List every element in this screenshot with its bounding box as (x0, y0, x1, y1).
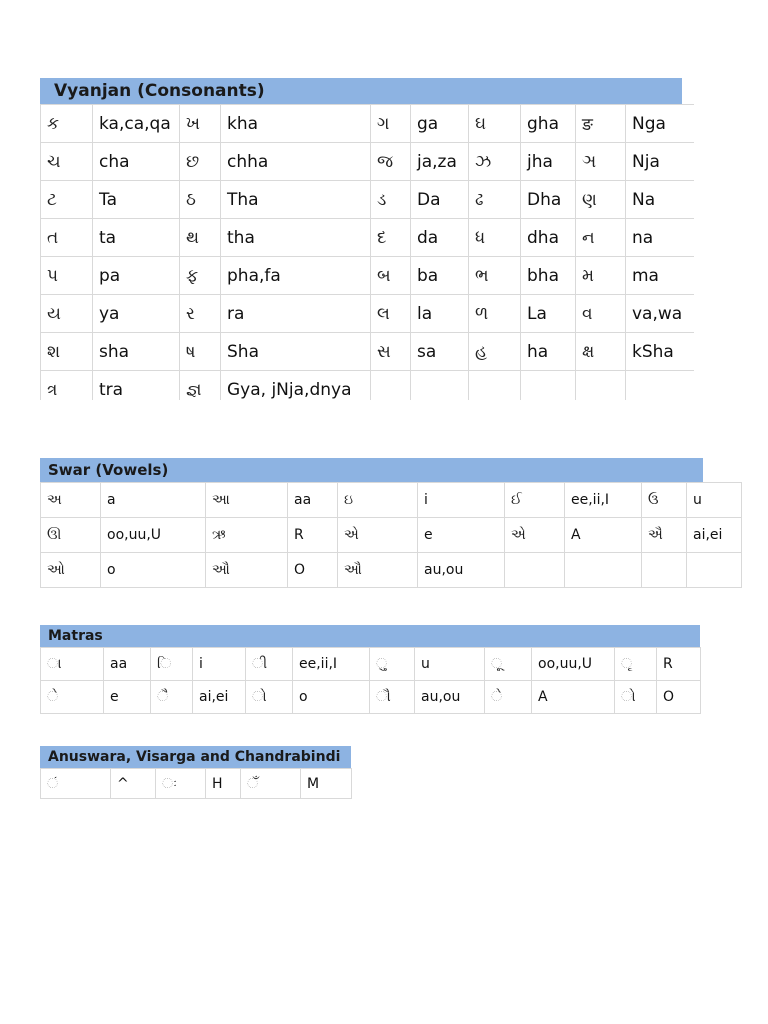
consonant-translit-cell: Nja (626, 143, 695, 181)
vowels-section (40, 458, 723, 588)
vowel-row (41, 483, 742, 518)
matras-header: Matras (40, 625, 700, 647)
consonant-letter-cell: ઘ (469, 105, 521, 143)
matra-letter-cell: ૌ (370, 681, 415, 714)
consonant-translit-cell: sha (93, 333, 180, 371)
anuswara-translit-cell: H (206, 769, 241, 799)
anuswara-letter-cell: ઃ (156, 769, 206, 799)
anuswara-table (40, 768, 352, 799)
consonant-letter-cell: લ (371, 295, 411, 333)
consonant-letter-cell: હ (469, 333, 521, 371)
consonant-letter-cell: ષ (180, 333, 221, 371)
consonant-letter-cell: જ (371, 143, 411, 181)
vowel-translit-cell: i (418, 483, 505, 518)
anuswara-translit-cell: ^ (111, 769, 156, 799)
consonant-letter-cell: ત (41, 219, 93, 257)
matra-letter-cell: ુ (370, 648, 415, 681)
consonant-letter-cell: ઝ (469, 143, 521, 181)
consonant-row (41, 143, 695, 181)
consonant-letter-cell: જ્ઞ (180, 371, 221, 401)
consonant-translit-cell: tra (93, 371, 180, 401)
matra-letter-cell: ો (615, 681, 657, 714)
consonant-translit-cell: tha (221, 219, 371, 257)
consonant-translit-cell: bha (521, 257, 576, 295)
consonants-table (40, 104, 694, 400)
consonant-letter-cell: પ (41, 257, 93, 295)
anuswara-header: Anuswara, Visarga and Chandrabindi (40, 746, 351, 768)
matras-table-body (41, 648, 701, 714)
consonant-letter-cell: બ (371, 257, 411, 295)
matra-letter-cell: ૂ (485, 648, 532, 681)
consonant-letter-cell: છ (180, 143, 221, 181)
matra-letter-cell: િ (151, 648, 193, 681)
vowel-letter-cell: ઈ (505, 483, 565, 518)
consonant-letter-cell: મ (576, 257, 626, 295)
vowel-translit-cell (687, 553, 742, 588)
matra-translit-cell: ai,ei (193, 681, 246, 714)
matra-translit-cell: e (104, 681, 151, 714)
consonant-letter-cell: ધ (469, 219, 521, 257)
consonant-letter-cell: ડ (371, 181, 411, 219)
consonant-translit-cell: kha (221, 105, 371, 143)
vowel-translit-cell: u (687, 483, 742, 518)
consonants-header: Vyanjan (Consonants) (40, 78, 682, 104)
vowel-translit-cell: a (101, 483, 206, 518)
consonant-letter-cell: ળ (469, 295, 521, 333)
matra-translit-cell: aa (104, 648, 151, 681)
matras-table (40, 647, 701, 714)
matra-translit-cell: oo,uu,U (532, 648, 615, 681)
vowel-translit-cell: oo,uu,U (101, 518, 206, 553)
consonant-letter-cell: સ (371, 333, 411, 371)
vowel-translit-cell (565, 553, 642, 588)
consonant-translit-cell: Gya, jNja,dnya (221, 371, 371, 401)
matras-section (40, 625, 700, 714)
vowel-translit-cell: au,ou (418, 553, 505, 588)
consonant-translit-cell: Tha (221, 181, 371, 219)
consonant-letter-cell: ङ (576, 105, 626, 143)
vowels-table-body (41, 483, 742, 588)
matra-row (41, 681, 701, 714)
anuswara-letter-cell: ં (41, 769, 111, 799)
consonant-letter-cell (576, 371, 626, 401)
consonant-translit-cell: pa (93, 257, 180, 295)
consonant-letter-cell: ર (180, 295, 221, 333)
consonant-translit-cell: dha (521, 219, 576, 257)
matra-letter-cell: ે (41, 681, 104, 714)
consonant-letter-cell: ઞ (576, 143, 626, 181)
matra-translit-cell: i (193, 648, 246, 681)
vowel-letter-cell: અ (41, 483, 101, 518)
vowel-translit-cell: e (418, 518, 505, 553)
consonant-row (41, 257, 695, 295)
anuswara-table-body (41, 769, 352, 799)
consonant-translit-cell: Na (626, 181, 695, 219)
consonant-letter-cell: ણ (576, 181, 626, 219)
anuswara-letter-cell: ઁ (241, 769, 301, 799)
vowel-letter-cell: ઔ (206, 553, 288, 588)
consonant-letter-cell: ક (41, 105, 93, 143)
consonant-translit-cell: ba (411, 257, 469, 295)
anuswara-translit-cell: M (301, 769, 352, 799)
vowel-letter-cell: ઉ (642, 483, 687, 518)
consonant-letter-cell (371, 371, 411, 401)
consonant-letter-cell: દ (371, 219, 411, 257)
matra-letter-cell: ા (41, 648, 104, 681)
vowel-letter-cell: ઓ (41, 553, 101, 588)
consonant-translit-cell: Ta (93, 181, 180, 219)
consonant-translit-cell: Sha (221, 333, 371, 371)
consonant-translit-cell (521, 371, 576, 401)
consonant-translit-cell: kSha (626, 333, 695, 371)
anuswara-row (41, 769, 352, 799)
matra-letter-cell: ી (246, 648, 293, 681)
consonant-row (41, 371, 695, 401)
consonant-letter-cell: ગ (371, 105, 411, 143)
vowel-translit-cell: ai,ei (687, 518, 742, 553)
consonants-table-body (41, 105, 695, 401)
vowel-letter-cell: ઔ (338, 553, 418, 588)
consonant-translit-cell: ra (221, 295, 371, 333)
vowel-letter-cell: ઋ (206, 518, 288, 553)
vowel-translit-cell: R (288, 518, 338, 553)
vowel-translit-cell: o (101, 553, 206, 588)
consonant-letter-cell: ફ (180, 257, 221, 295)
consonant-letter-cell: ટ (41, 181, 93, 219)
consonant-translit-cell (626, 371, 695, 401)
matra-letter-cell: ો (246, 681, 293, 714)
consonant-translit-cell: va,wa (626, 295, 695, 333)
consonant-letter-cell: થ (180, 219, 221, 257)
consonant-letter-cell: ઠ (180, 181, 221, 219)
vowel-letter-cell (642, 553, 687, 588)
matra-translit-cell: o (293, 681, 370, 714)
consonant-letter-cell (469, 371, 521, 401)
consonant-translit-cell: Dha (521, 181, 576, 219)
consonant-letter-cell: ય (41, 295, 93, 333)
consonants-table-clip (40, 104, 694, 400)
consonant-translit-cell: da (411, 219, 469, 257)
matra-translit-cell: u (415, 648, 485, 681)
consonant-letter-cell: ત્ર (41, 371, 93, 401)
matra-translit-cell: O (657, 681, 701, 714)
consonant-row (41, 295, 695, 333)
consonants-section (40, 78, 694, 400)
consonant-letter-cell: ન (576, 219, 626, 257)
consonant-translit-cell: ta (93, 219, 180, 257)
consonant-translit-cell: ja,za (411, 143, 469, 181)
consonant-translit-cell: jha (521, 143, 576, 181)
consonant-row (41, 333, 695, 371)
consonant-translit-cell (411, 371, 469, 401)
vowels-table (40, 482, 742, 588)
consonant-letter-cell: વ (576, 295, 626, 333)
consonant-translit-cell: Da (411, 181, 469, 219)
consonant-letter-cell: ઢ (469, 181, 521, 219)
consonant-letter-cell: ચ (41, 143, 93, 181)
consonant-translit-cell: chha (221, 143, 371, 181)
consonant-letter-cell: ખ (180, 105, 221, 143)
consonant-translit-cell: sa (411, 333, 469, 371)
consonant-translit-cell: na (626, 219, 695, 257)
vowel-letter-cell (505, 553, 565, 588)
vowel-translit-cell: A (565, 518, 642, 553)
consonant-row (41, 181, 695, 219)
consonant-translit-cell: ka,ca,qa (93, 105, 180, 143)
consonant-translit-cell: ga (411, 105, 469, 143)
consonant-letter-cell: ક્ષ (576, 333, 626, 371)
consonant-translit-cell: ha (521, 333, 576, 371)
vowel-translit-cell: ee,ii,I (565, 483, 642, 518)
vowel-letter-cell: એ (505, 518, 565, 553)
consonant-translit-cell: Nga (626, 105, 695, 143)
consonant-translit-cell: pha,fa (221, 257, 371, 295)
matra-letter-cell: ૃ (615, 648, 657, 681)
matra-translit-cell: au,ou (415, 681, 485, 714)
vowel-letter-cell: ઊ (41, 518, 101, 553)
consonant-translit-cell: La (521, 295, 576, 333)
vowel-letter-cell: આ (206, 483, 288, 518)
vowels-header: Swar (Vowels) (40, 458, 703, 482)
consonant-translit-cell: la (411, 295, 469, 333)
matra-row (41, 648, 701, 681)
vowel-letter-cell: ઐ (642, 518, 687, 553)
consonant-translit-cell: ma (626, 257, 695, 295)
consonant-letter-cell: ભ (469, 257, 521, 295)
matra-translit-cell: ee,ii,I (293, 648, 370, 681)
vowel-translit-cell: O (288, 553, 338, 588)
consonant-row (41, 219, 695, 257)
vowel-row (41, 518, 742, 553)
vowel-letter-cell: એ (338, 518, 418, 553)
matra-translit-cell: R (657, 648, 701, 681)
vowel-row (41, 553, 742, 588)
matra-letter-cell: ે (485, 681, 532, 714)
consonant-translit-cell: ya (93, 295, 180, 333)
vowel-translit-cell: aa (288, 483, 338, 518)
consonant-translit-cell: cha (93, 143, 180, 181)
consonant-translit-cell: gha (521, 105, 576, 143)
anuswara-section (40, 746, 351, 799)
vowel-letter-cell: ઇ (338, 483, 418, 518)
consonant-letter-cell: શ (41, 333, 93, 371)
matra-letter-cell: ૈ (151, 681, 193, 714)
matra-translit-cell: A (532, 681, 615, 714)
consonant-row (41, 105, 695, 143)
